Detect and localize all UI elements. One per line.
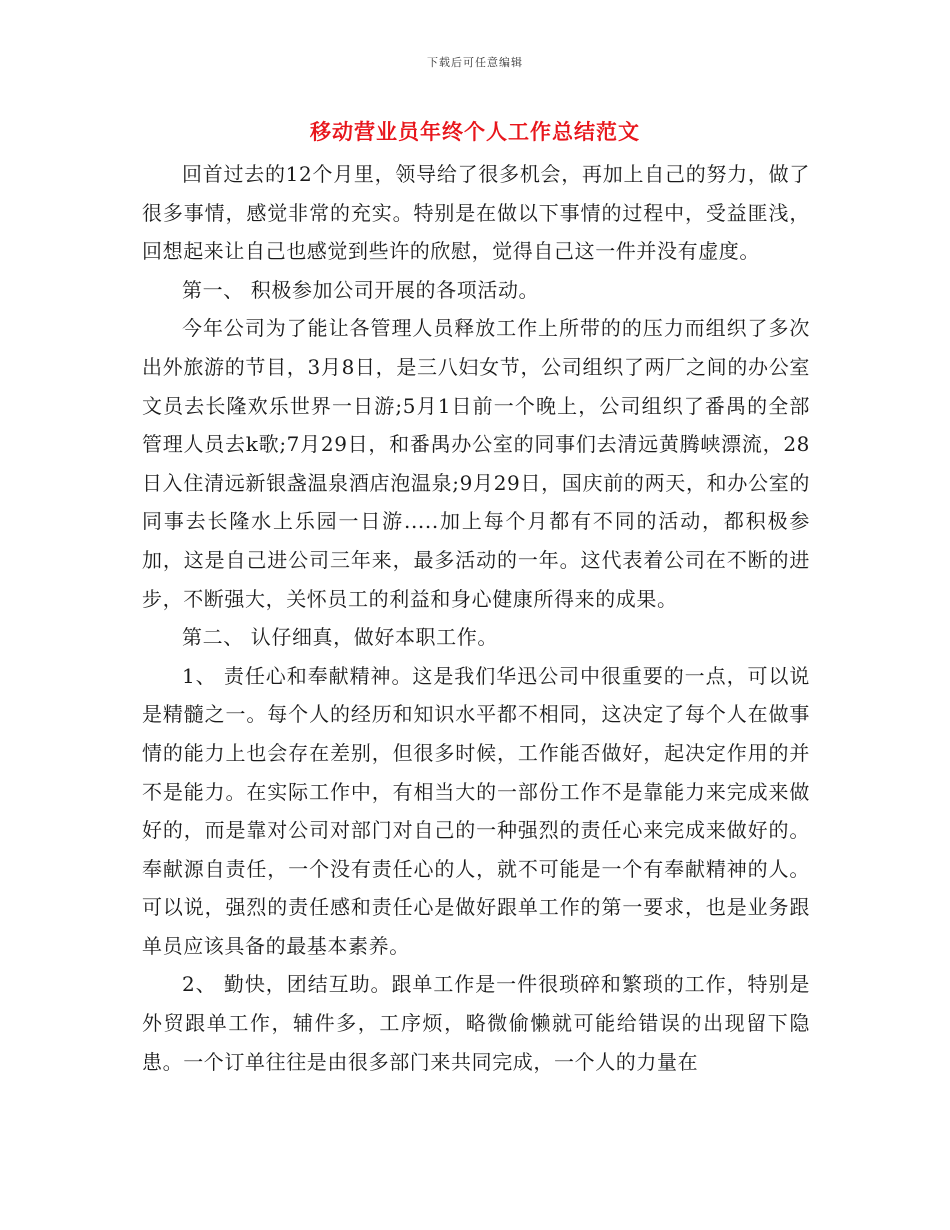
section-heading-1: 第一、 积极参加公司开展的各项活动。 [182,277,540,302]
paragraph-intro: 回首过去的12个月里，领导给了很多机会，再加上自己的努力，做了很多事情，感觉非常的充实。特别是在做以下事情的过程中，受益匪浅，回想起来让自己也感觉到些许的欣慰，觉得自己这一件并没有虚度。 [142,162,810,264]
page-header-note: 下载后可任意编辑 [427,56,523,69]
paragraph-diligence: 2、 勤快，团结互助。跟单工作是一件很琐碎和繁琐的工作，特别是外贸跟单工作，辅件多，工序烦，略微偷懒就可能给错误的出现留下隐患。一个订单往往是由很多部门来共同完成，一个人的力量在 [142,972,810,1074]
document-title: 移动营业员年终个人工作总结范文 [310,119,640,144]
paragraph-activities: 今年公司为了能让各管理人员释放工作上所带的的压力而组织了多次出外旅游的节目，3月8日，是三八妇女节，公司组织了两厂之间的办公室文员去长隆欢乐世界一日游;5月1日前一个晚上，公司组织了番禺的全部管理人员去k歌;7月29日，和番禺办公室的同事们去清远黄腾峡漂流，28日入住清远新银盏温泉酒店泡温泉;9月29日，国庆前的两天，和办公室的同事去长隆水上乐园一日游.....加上每个月都有不同的活动，都积极参加，这是自己进公司三年来，最多活动的一年。这代表着公司在不断的进步，不断强大，关怀员工的利益和身心健康所得来的成果。 [142,316,810,611]
section-heading-2: 第二、 认仔细真，做好本职工作。 [182,625,498,650]
paragraph-responsibility: 1、 责任心和奉献精神。这是我们华迅公司中很重要的一点，可以说是精髓之一。每个人的经历和知识水平都不相同，这决定了每个人在做事情的能力上也会存在差别，但很多时候，工作能否做好，起决定作用的并不是能力。在实际工作中，有相当大的一部份工作不是靠能力来完成来做好的，而是靠对公司对部门对自己的一种强烈的责任心来完成来做好的。奉献源自责任，一个没有责任心的人，就不可能是一个有奉献精神的人。可以说，强烈的责任感和责任心是做好跟单工作的第一要求，也是业务跟单员应该具备的最基本素养。 [142,663,810,958]
document-body [142,155,810,1081]
